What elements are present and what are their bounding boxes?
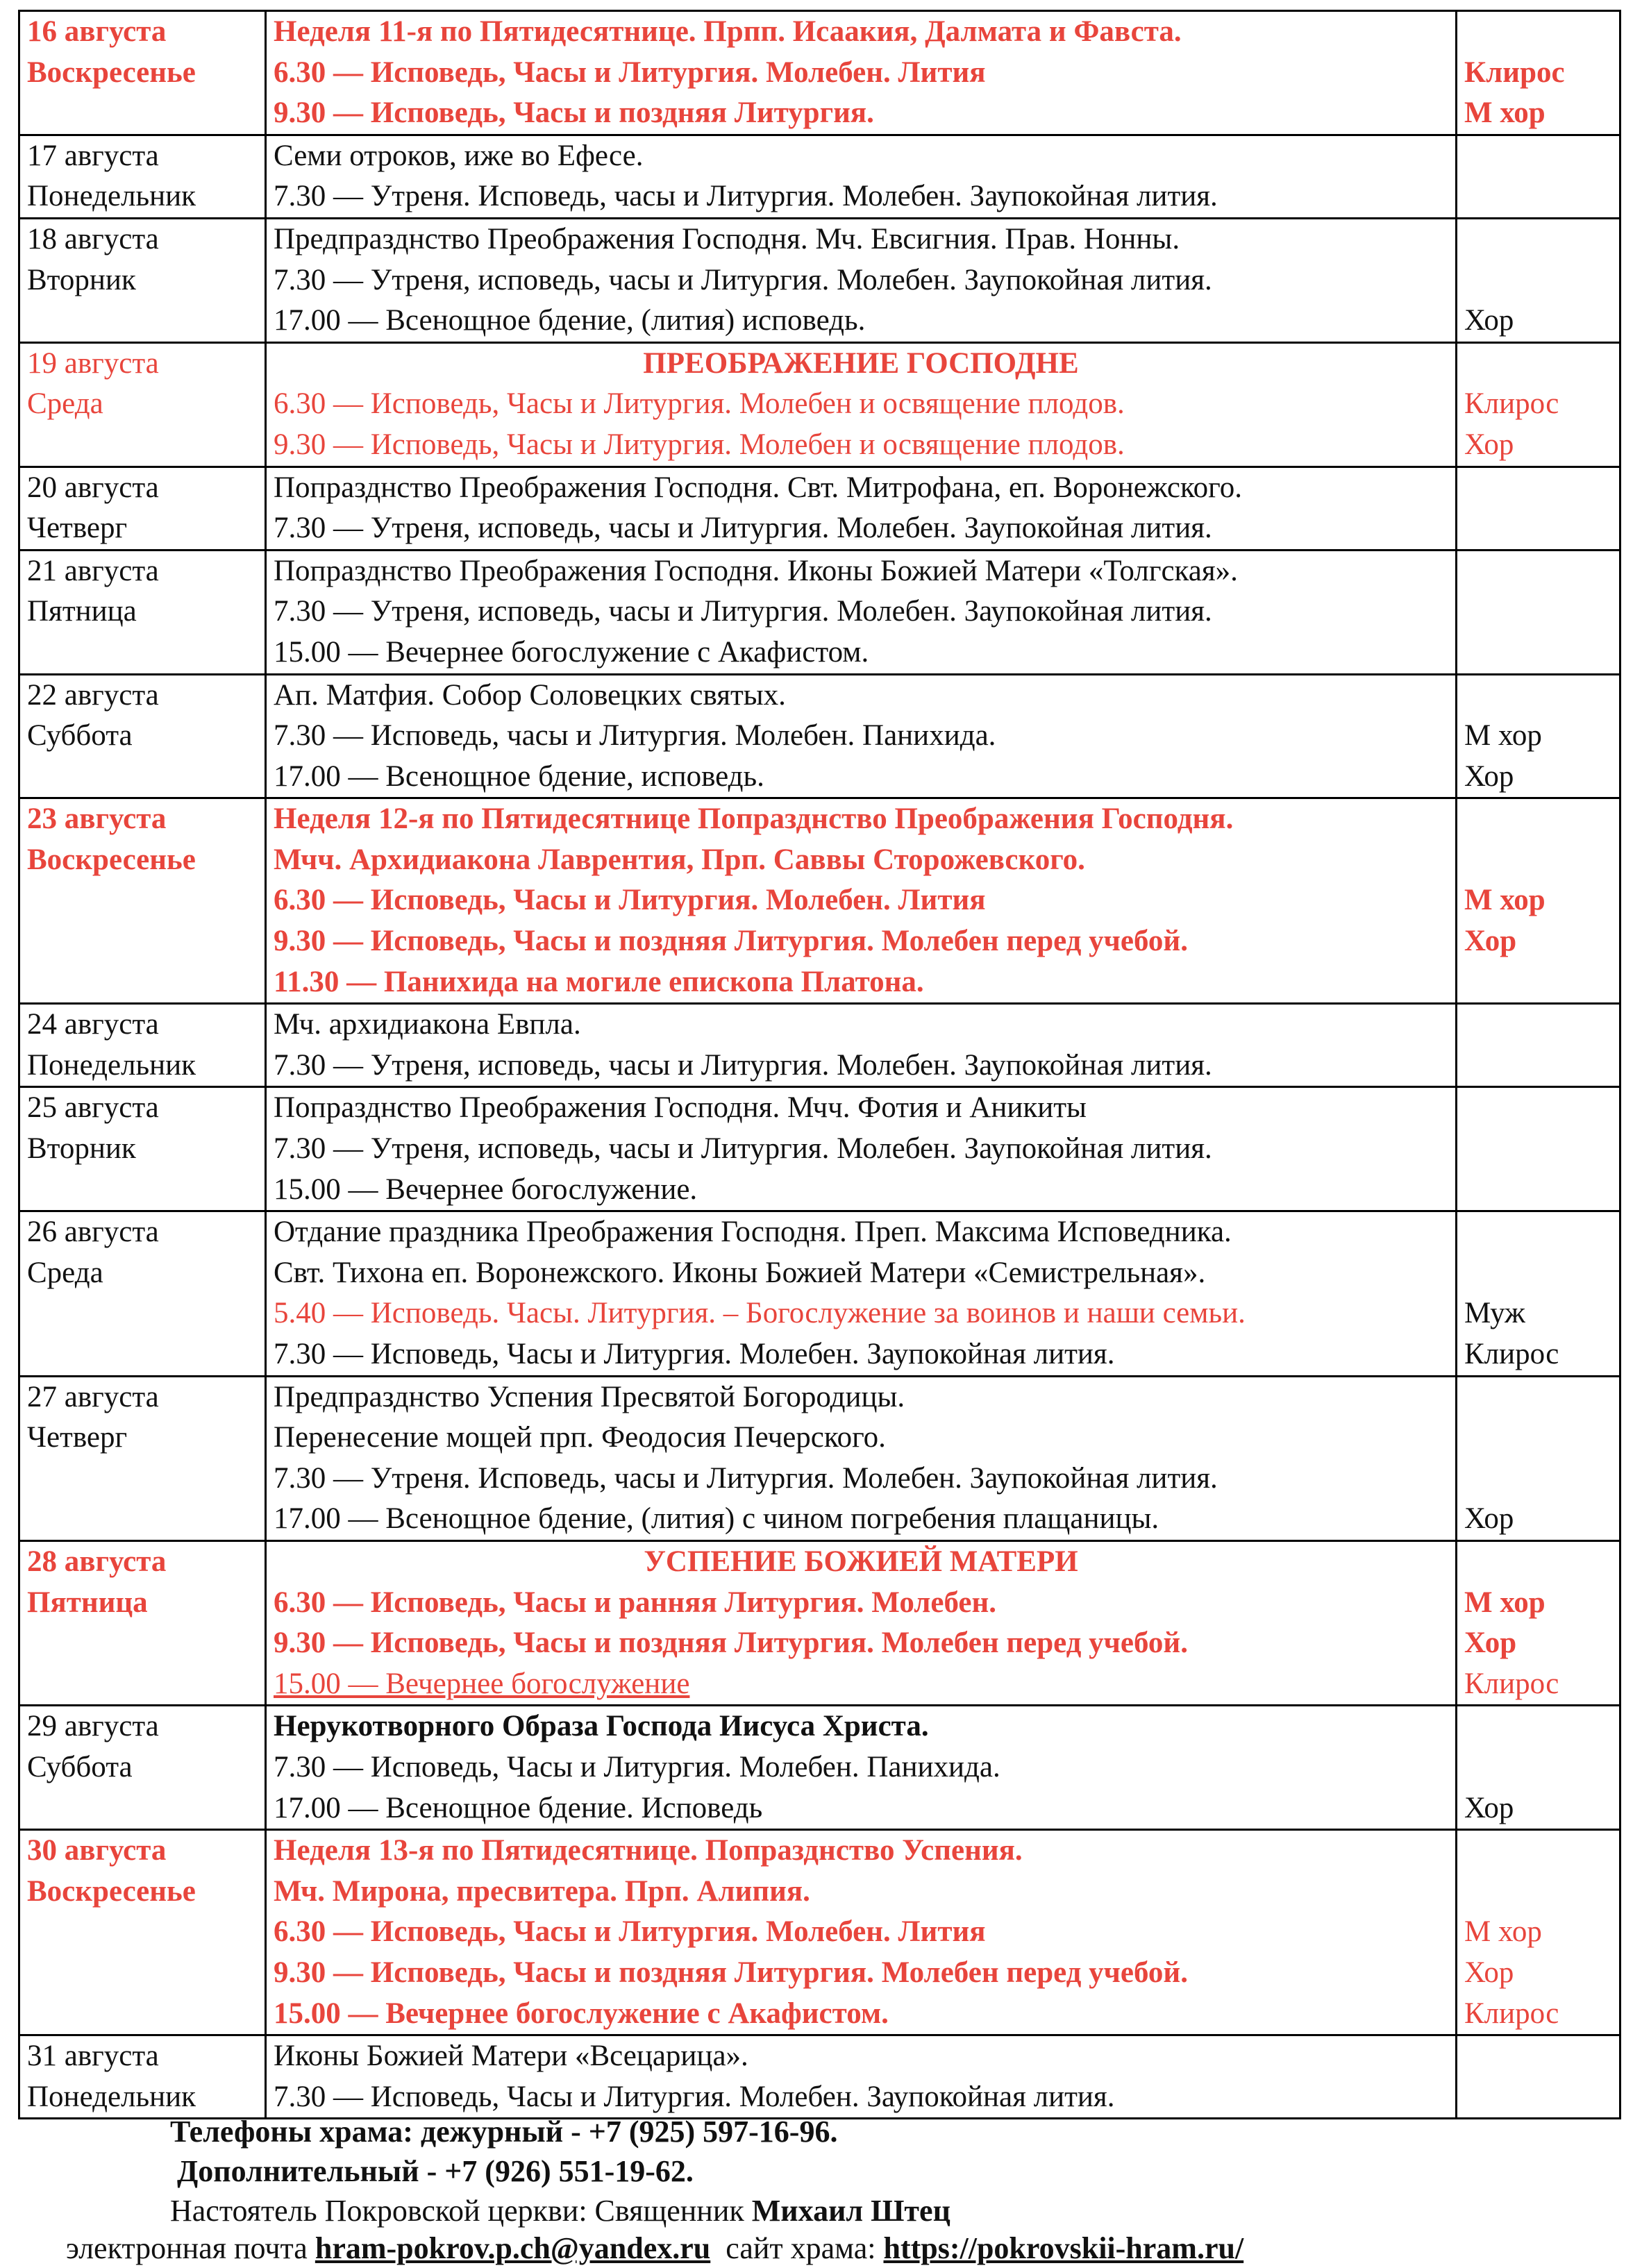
- schedule-row: [19, 1540, 1620, 1705]
- service-line: 6.30 — Исповедь, Часы и Литургия. Молебен. Лития: [274, 884, 986, 917]
- feast-title: Предпразднство Успения Пресвятой Богородицы.: [274, 1380, 905, 1413]
- services-cell: [266, 135, 1457, 218]
- weekday-text: Воскресенье: [27, 1874, 196, 1908]
- service-line: 7.30 — Утреня, исповедь, часы и Литургия. Молебен. Заупокойная лития.: [274, 1132, 1212, 1166]
- date-text: 28 августа: [27, 1545, 167, 1578]
- services-cell: [266, 11, 1457, 135]
- weekday-text: Суббота: [27, 719, 133, 753]
- services-cell: [266, 2035, 1457, 2119]
- site-link[interactable]: https://pokrovskii-hram.ru/: [883, 2231, 1244, 2265]
- services-cell: [266, 342, 1457, 467]
- feast-title: ПРЕОБРАЖЕНИЕ ГОСПОДНЕ: [643, 346, 1079, 380]
- choir-text: М хор: [1464, 1915, 1542, 1949]
- services-cell: [266, 218, 1457, 342]
- feast-title: Ап. Матфия. Собор Соловецких святых.: [274, 678, 786, 712]
- service-line: 7.30 — Исповедь, часы и Литургия. Молебен. Панихида.: [274, 719, 996, 753]
- service-line: 6.30 — Исповедь, Часы и Литургия. Молебен. Лития: [274, 1915, 986, 1949]
- services-cell: [266, 1376, 1457, 1540]
- date-text: 20 августа: [27, 471, 159, 504]
- service-line: 6.30 — Исповедь, Часы и Литургия. Молебен и освящение плодов.: [274, 387, 1125, 421]
- service-line: 11.30 — Панихида на могиле епископа Платона.: [274, 965, 924, 998]
- service-line: 9.30 — Исповедь, Часы и Литургия. Молебен и освящение плодов.: [274, 428, 1125, 461]
- choir-cell: [1457, 1540, 1620, 1705]
- choir-cell: [1457, 1830, 1620, 2035]
- services-cell: [266, 674, 1457, 798]
- service-line: 6.30 — Исповедь, Часы и ранняя Литургия. Молебен.: [274, 1586, 997, 1619]
- choir-cell: [1457, 1376, 1620, 1540]
- feast-title: Попразднство Преображения Господня. Свт. Митрофана, еп. Воронежского.: [274, 471, 1242, 504]
- service-line: 6.30 — Исповедь, Часы и Литургия. Молебен. Лития: [274, 56, 986, 89]
- choir-text: [1464, 344, 1612, 385]
- weekday-text: Вторник: [27, 1132, 136, 1166]
- date-cell: [19, 550, 266, 674]
- service-line: 5.40 — Исповедь. Часы. Литургия. – Богослужение за воинов и наши семьи.: [274, 1297, 1246, 1330]
- service-line: 7.30 — Утреня, исповедь, часы и Литургия. Молебен. Заупокойная лития.: [274, 263, 1212, 296]
- service-line: [274, 1664, 1448, 1705]
- service-line: 9.30 — Исповедь, Часы и поздняя Литургия. Молебен перед учебой.: [274, 925, 1188, 958]
- date-text: 30 августа: [27, 1834, 167, 1867]
- feast-title: Иконы Божией Матери «Всецарица».: [274, 2040, 748, 2073]
- service-line: 15.00 — Вечернее богослужение.: [274, 1173, 698, 1206]
- choir-cell: [1457, 674, 1620, 798]
- choir-text: [1464, 1459, 1612, 1500]
- feast-title: Неделя 12-я по Пятидесятнице Попразднство Преображения Господня.: [274, 803, 1234, 836]
- schedule-row: [19, 674, 1620, 798]
- phones-duty-text: Телефоны храма: дежурный - +7 (925) 597-16-96.: [170, 2115, 838, 2149]
- service-line: Мч. Мирона, пресвитера. Прп. Алипия.: [274, 1874, 810, 1908]
- date-text: 17 августа: [27, 139, 159, 172]
- feast-title: Нерукотворного Образа Господа Иисуса Христа.: [274, 1710, 929, 1743]
- date-text: 25 августа: [27, 1091, 159, 1125]
- weekday-text: Понедельник: [27, 180, 196, 213]
- schedule-row: [19, 1830, 1620, 2035]
- date-cell: [19, 1087, 266, 1211]
- schedule-table: [18, 10, 1621, 2119]
- weekday-text: Четверг: [27, 1421, 128, 1454]
- choir-text: Хор: [1464, 428, 1514, 461]
- choir-cell: [1457, 550, 1620, 674]
- date-text: 23 августа: [27, 803, 167, 836]
- choir-text: Муж: [1464, 1297, 1525, 1330]
- services-cell: [266, 550, 1457, 674]
- schedule-row: [19, 342, 1620, 467]
- choir-text: [1464, 799, 1612, 840]
- choir-text: Клирос: [1464, 56, 1565, 89]
- choir-text: Клирос: [1464, 1667, 1559, 1700]
- service-line: Свт. Тихона еп. Воронежского. Иконы Божией Матери «Семистрельная».: [274, 1256, 1206, 1289]
- date-text: 26 августа: [27, 1216, 159, 1249]
- date-text: 22 августа: [27, 678, 159, 712]
- choir-text: [1464, 219, 1612, 260]
- date-text: 31 августа: [27, 2040, 159, 2073]
- date-text: 16 августа: [27, 15, 167, 48]
- choir-text: Клирос: [1464, 1997, 1559, 2030]
- service-line: 9.30 — Исповедь, Часы и поздняя Литургия.: [274, 96, 874, 130]
- schedule-row: [19, 1706, 1620, 1830]
- choir-text: Хор: [1464, 759, 1514, 793]
- service-line: 17.00 — Всенощное бдение, (лития) исповедь.: [274, 304, 866, 337]
- choir-text: М хор: [1464, 1586, 1545, 1619]
- weekday-text: Понедельник: [27, 2080, 196, 2113]
- feast-title: Попразднство Преображения Господня. Мчч. Фотия и Аникиты: [274, 1091, 1087, 1125]
- date-text: 18 августа: [27, 222, 159, 255]
- weekday-text: Среда: [27, 1256, 103, 1289]
- date-cell: [19, 674, 266, 798]
- service-line: 7.30 — Утреня. Исповедь, часы и Литургия. Молебен. Заупокойная лития.: [274, 1461, 1218, 1495]
- schedule-row: [19, 798, 1620, 1004]
- choir-text: [1464, 12, 1612, 53]
- choir-text: [1464, 840, 1612, 881]
- date-text: 24 августа: [27, 1008, 159, 1041]
- feast-title: Неделя 13-я по Пятидесятнице. Попразднство Успения.: [274, 1834, 1023, 1867]
- choir-cell: [1457, 1087, 1620, 1211]
- service-line: 7.30 — Исповедь, Часы и Литургия. Молебен. Заупокойная лития.: [274, 1338, 1115, 1370]
- services-cell: [266, 1706, 1457, 1830]
- choir-cell: [1457, 135, 1620, 218]
- footer-rector: [0, 2192, 1642, 2231]
- services-cell: [266, 1211, 1457, 1376]
- date-text: 27 августа: [27, 1380, 159, 1413]
- feast-title: Неделя 11-я по Пятидесятнице. Прпп. Исаакия, Далмата и Фавста.: [274, 15, 1182, 48]
- choir-text: М хор: [1464, 884, 1545, 917]
- schedule-row: [19, 1211, 1620, 1376]
- service-line: 7.30 — Утреня, исповедь, часы и Литургия. Молебен. Заупокойная лития.: [274, 512, 1212, 545]
- choir-cell: [1457, 1004, 1620, 1087]
- choir-cell: [1457, 218, 1620, 342]
- services-cell: [266, 467, 1457, 550]
- service-line: 17.00 — Всенощное бдение, (лития) с чином погребения плащаницы.: [274, 1502, 1159, 1536]
- footer-contacts: [0, 2229, 1642, 2268]
- choir-text: [1464, 675, 1612, 716]
- service-line: 9.30 — Исповедь, Часы и поздняя Литургия. Молебен перед учебой.: [274, 1627, 1188, 1660]
- choir-cell: [1457, 798, 1620, 1004]
- schedule-row: [19, 1087, 1620, 1211]
- date-cell: [19, 798, 266, 1004]
- feast-title: УСПЕНИЕ БОЖИЕЙ МАТЕРИ: [644, 1545, 1078, 1578]
- choir-text: [1464, 1418, 1612, 1459]
- feast-title: Попразднство Преображения Господня. Иконы Божией Матери «Толгская».: [274, 554, 1238, 587]
- choir-text: Клирос: [1464, 1338, 1559, 1370]
- date-cell: [19, 11, 266, 135]
- service-line: 15.00 — Вечернее богослужение с Акафистом.: [274, 1997, 889, 2030]
- services-cell: [266, 1540, 1457, 1705]
- footer-phones-extra: [0, 2152, 1642, 2191]
- weekday-text: Воскресенье: [27, 56, 196, 89]
- services-cell: [266, 1004, 1457, 1087]
- email-link[interactable]: hram-pokrov.p.ch@yandex.ru: [315, 2231, 711, 2265]
- choir-text: [1464, 1706, 1612, 1747]
- choir-text: [1464, 1831, 1612, 1872]
- services-cell: [266, 1830, 1457, 2035]
- choir-text: М хор: [1464, 96, 1545, 130]
- service-line: Перенесение мощей прп. Феодосия Печерского.: [274, 1421, 886, 1454]
- schedule-row: [19, 1376, 1620, 1540]
- service-line: 9.30 — Исповедь, Часы и поздняя Литургия. Молебен перед учебой.: [274, 1956, 1188, 1989]
- weekday-text: Понедельник: [27, 1048, 196, 1082]
- date-cell: [19, 218, 266, 342]
- feast-title: Отдание праздника Преображения Господня. Преп. Максима Исповедника.: [274, 1216, 1232, 1249]
- choir-text: Хор: [1464, 1627, 1517, 1660]
- rector-prefix: Настоятель Покровской церкви: Священник: [170, 2194, 752, 2228]
- choir-text: Хор: [1464, 925, 1517, 958]
- date-cell: [19, 1376, 266, 1540]
- date-cell: [19, 135, 266, 218]
- choir-text: Клирос: [1464, 387, 1559, 421]
- service-line: 7.30 — Исповедь, Часы и Литургия. Молебен. Панихида.: [274, 1750, 1000, 1783]
- weekday-text: Четверг: [27, 512, 128, 545]
- service-line: 17.00 — Всенощное бдение, исповедь.: [274, 759, 764, 793]
- services-cell: [266, 1087, 1457, 1211]
- email-label: электронная почта: [66, 2231, 315, 2265]
- choir-cell: [1457, 342, 1620, 467]
- choir-text: [1464, 1542, 1612, 1583]
- service-line: 15.00 — Вечернее богослужение с Акафистом.: [274, 635, 869, 669]
- service-line: Мчч. Архидиакона Лаврентия, Прп. Саввы Сторожевского.: [274, 843, 1085, 876]
- schedule-row: [19, 11, 1620, 135]
- service-line: 7.30 — Исповедь, Часы и Литургия. Молебен. Заупокойная лития.: [274, 2080, 1115, 2113]
- schedule-row: [19, 135, 1620, 218]
- schedule-row: [19, 1004, 1620, 1087]
- date-cell: [19, 1540, 266, 1705]
- site-label: сайт храма:: [710, 2231, 884, 2265]
- services-cell: [266, 798, 1457, 1004]
- service-line: 17.00 — Всенощное бдение. Исповедь: [274, 1791, 763, 1824]
- date-cell: [19, 1830, 266, 2035]
- date-text: 21 августа: [27, 554, 159, 587]
- service-line: 7.30 — Утреня, исповедь, часы и Литургия. Молебен. Заупокойная лития.: [274, 595, 1212, 628]
- feast-title: Мч. архидиакона Евпла.: [274, 1008, 581, 1041]
- weekday-text: Воскресенье: [27, 843, 196, 876]
- choir-text: Хор: [1464, 304, 1514, 337]
- choir-text: [1464, 1747, 1612, 1788]
- weekday-text: Пятница: [27, 1586, 148, 1619]
- choir-cell: [1457, 2035, 1620, 2119]
- service-line: 7.30 — Утреня, исповедь, часы и Литургия. Молебен. Заупокойная лития.: [274, 1048, 1212, 1082]
- choir-text: М хор: [1464, 719, 1542, 753]
- phones-extra-text: Дополнительный - +7 (926) 551-19-62.: [177, 2154, 694, 2188]
- date-text: 19 августа: [27, 346, 159, 380]
- feast-title: Предпразднство Преображения Господня. Мч. Евсигния. Прав. Нонны.: [274, 222, 1180, 255]
- choir-cell: [1457, 467, 1620, 550]
- choir-text: [1464, 1872, 1612, 1913]
- date-cell: [19, 342, 266, 467]
- schedule-row: [19, 550, 1620, 674]
- schedule-body: [19, 11, 1620, 2119]
- date-cell: [19, 1211, 266, 1376]
- feast-title: Семи отроков, иже во Ефесе.: [274, 139, 644, 172]
- date-text: 29 августа: [27, 1710, 159, 1743]
- footer-phones-duty: [0, 2112, 1642, 2151]
- date-cell: [19, 2035, 266, 2119]
- choir-text: [1464, 1253, 1612, 1294]
- service-line: 7.30 — Утреня. Исповедь, часы и Литургия. Молебен. Заупокойная лития.: [274, 180, 1218, 213]
- choir-text: [1464, 260, 1612, 301]
- service-line-text: 15.00 — Вечернее богослужение: [274, 1667, 690, 1700]
- schedule-row: [19, 2035, 1620, 2119]
- schedule-row: [19, 467, 1620, 550]
- choir-cell: [1457, 11, 1620, 135]
- date-cell: [19, 1004, 266, 1087]
- rector-name: Михаил Штец: [751, 2194, 950, 2228]
- choir-cell: [1457, 1211, 1620, 1376]
- choir-text: Хор: [1464, 1956, 1514, 1989]
- choir-text: [1464, 1212, 1612, 1253]
- date-cell: [19, 467, 266, 550]
- schedule-row: [19, 218, 1620, 342]
- choir-text: Хор: [1464, 1502, 1514, 1536]
- weekday-text: Пятница: [27, 595, 137, 628]
- weekday-text: Суббота: [27, 1750, 133, 1783]
- weekday-text: Вторник: [27, 263, 136, 296]
- choir-text: Хор: [1464, 1791, 1514, 1824]
- choir-text: [1464, 1377, 1612, 1418]
- weekday-text: Среда: [27, 387, 103, 421]
- choir-cell: [1457, 1706, 1620, 1830]
- date-cell: [19, 1706, 266, 1830]
